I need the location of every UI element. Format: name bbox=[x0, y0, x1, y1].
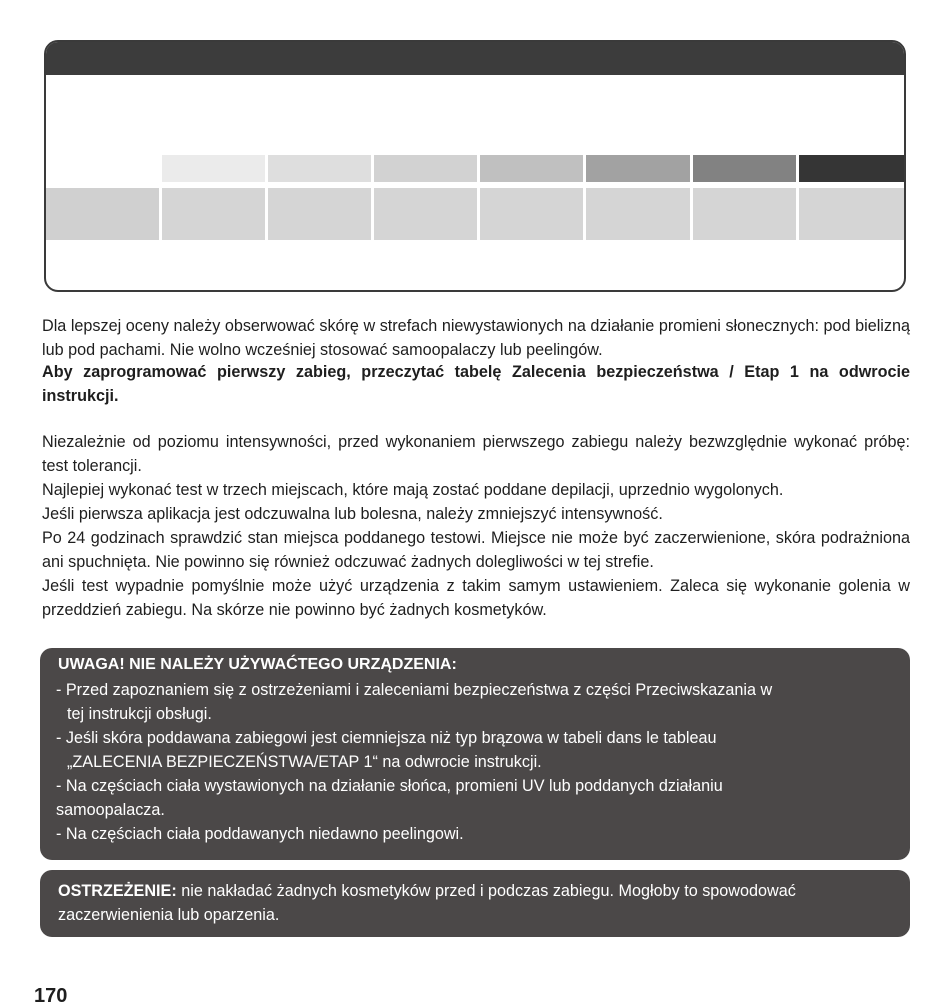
warning-item-3 bbox=[56, 774, 894, 822]
skin-type-table bbox=[44, 40, 906, 292]
caution-label: OSTRZEŻENIE: bbox=[58, 882, 177, 900]
warning-item-1 bbox=[56, 678, 894, 726]
warning-box bbox=[40, 648, 910, 860]
intro-paragraph: Dla lepszej oceny należy obserwować skórę w strefach niewystawionych na działanie promieni słonecznych: pod bielizną lub pod pachami. Nie wolno wcześniej stosować samoopalaczy lub peelingów. bbox=[42, 317, 910, 359]
test-paragraph-1: Niezależnie od poziomu intensywności, przed wykonaniem pierwszego zabiegu należy bezwzględnie wykonać próbę: test tolerancji. bbox=[42, 433, 910, 475]
skin-tone-swatch-5 bbox=[586, 155, 690, 182]
table-cell-7 bbox=[799, 188, 904, 240]
caution-text: nie nakładać żadnych kosmetyków przed i podczas zabiegu. Mogłoby to spowodować zaczerwienienia lub oparzenia. bbox=[58, 882, 796, 924]
page-number: 170 bbox=[34, 985, 68, 1007]
skin-tone-swatch-3 bbox=[374, 155, 477, 182]
table-cell-5 bbox=[586, 188, 690, 240]
row-label-cell bbox=[46, 188, 159, 240]
test-paragraph-2: Najlepiej wykonać test w trzech miejscach, które mają zostać poddane depilacji, uprzednio wygolonych. bbox=[42, 481, 784, 499]
warning-item-2 bbox=[56, 726, 894, 774]
warning-title: UWAGA! NIE NALEŻY UŻYWAĆTEGO URZĄDZENIA: bbox=[58, 656, 457, 673]
table-header-bar bbox=[46, 42, 904, 75]
skin-tone-swatch-2 bbox=[268, 155, 371, 182]
warning-item-2-line-2: „ZALECENIA BEZPIECZEŃSTWA/ETAP 1“ na odwrocie instrukcji. bbox=[67, 753, 542, 771]
table-cell-1 bbox=[162, 188, 265, 240]
table-cell-3 bbox=[374, 188, 477, 240]
table-cell-6 bbox=[693, 188, 796, 240]
warning-item-1-line-1: - Przed zapoznaniem się z ostrzeżeniami i zaleceniami bezpieczeństwa z części Przeciwskazania w bbox=[56, 681, 773, 699]
skin-tone-swatch-7 bbox=[799, 155, 904, 182]
test-paragraph-5: Jeśli test wypadnie pomyślnie może użyć urządzenia z takim samym ustawieniem. Zaleca się wykonanie golenia w przeddzień zabiegu. Na skórze nie powinno być żadnych kosmetyków. bbox=[42, 577, 910, 619]
warning-item-3-line-1: - Na częściach ciała wystawionych na działanie słońca, promieni UV lub poddanych działaniu bbox=[56, 777, 723, 795]
tolerance-test-section bbox=[42, 430, 910, 622]
skin-tone-swatch-6 bbox=[693, 155, 796, 182]
warning-item-3-line-2: samoopalacza. bbox=[56, 801, 165, 819]
bold-instruction: Aby zaprogramować pierwszy zabieg, przeczytać tabelę Zalecenia bezpieczeństwa / Etap 1 na odwrocie instrukcji. bbox=[42, 363, 910, 405]
skin-tone-swatch-4 bbox=[480, 155, 583, 182]
warning-item-1-line-2: tej instrukcji obsługi. bbox=[67, 705, 212, 723]
table-cell-4 bbox=[480, 188, 583, 240]
warning-item-4: - Na częściach ciała poddawanych niedawno peelingowi. bbox=[56, 825, 464, 843]
table-cell-2 bbox=[268, 188, 371, 240]
warning-item-2-line-1: - Jeśli skóra poddawana zabiegowi jest ciemniejsza niż typ brązowa w tabeli dans le tableau bbox=[56, 729, 717, 747]
test-paragraph-3: Jeśli pierwsza aplikacja jest odczuwalna lub bolesna, należy zmniejszyć intensywność. bbox=[42, 505, 663, 523]
test-paragraph-4: Po 24 godzinach sprawdzić stan miejsca poddanego testowi. Miejsce nie może być zaczerwienione, skóra podrażniona ani spuchnięta. Nie powinno się również odczuwać żadnych dolegliwości w tej strefie. bbox=[42, 529, 910, 571]
caution-box bbox=[40, 870, 910, 937]
skin-tone-swatch-1 bbox=[162, 155, 265, 182]
